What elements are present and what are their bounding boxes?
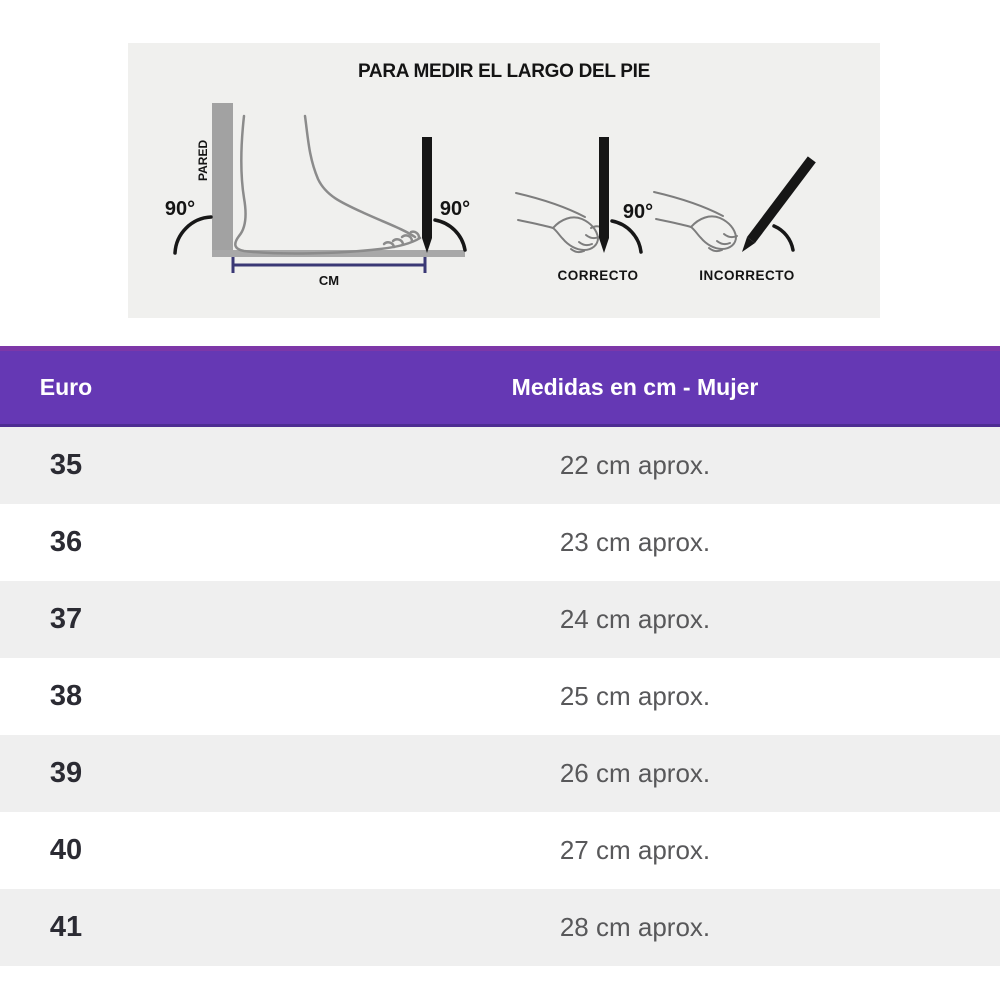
size-cell: 39 xyxy=(49,757,83,789)
size-cell: 41 xyxy=(49,911,83,943)
measure-label: CM xyxy=(318,273,340,288)
angle-arc-incorrect xyxy=(774,226,793,250)
size-table xyxy=(0,346,1000,966)
header-measure-column: Medidas en cm - Mujer xyxy=(511,374,759,400)
foot-measure-diagram-panel xyxy=(128,43,880,318)
table-row xyxy=(0,658,1000,735)
wall-shape xyxy=(212,103,233,250)
angle-label-wall: 90° xyxy=(164,198,196,220)
size-cell: 38 xyxy=(49,680,83,712)
measure-cell: 26 cm aprox. xyxy=(559,758,711,788)
measure-cell: 28 cm aprox. xyxy=(559,912,711,942)
hand-pencil-correct-icon xyxy=(516,137,609,253)
measure-cell: 22 cm aprox. xyxy=(559,450,711,480)
size-cell: 40 xyxy=(49,834,83,866)
measure-cell: 25 cm aprox. xyxy=(559,681,711,711)
wall-label: PARED xyxy=(196,139,210,181)
size-cell: 36 xyxy=(49,526,83,558)
angle-label-correct: 90° xyxy=(622,201,654,223)
size-cell: 37 xyxy=(49,603,83,635)
correct-label: CORRECTO xyxy=(557,268,639,283)
pencil-icon xyxy=(599,137,609,253)
angle-label-pencil: 90° xyxy=(439,198,471,220)
size-table-header xyxy=(0,346,1000,427)
table-row xyxy=(0,427,1000,504)
table-row xyxy=(0,504,1000,581)
pencil-icon xyxy=(422,137,432,253)
measure-cell: 27 cm aprox. xyxy=(559,835,711,865)
measure-cell: 24 cm aprox. xyxy=(559,604,711,634)
incorrect-label: INCORRECTO xyxy=(699,268,795,283)
table-row xyxy=(0,812,1000,889)
angle-arc-wall xyxy=(175,217,211,253)
angle-arc-correct xyxy=(612,221,641,252)
foot-outline-icon xyxy=(235,116,420,253)
size-cell: 35 xyxy=(49,449,83,481)
header-size-column: Euro xyxy=(39,374,93,400)
measure-cell: 23 cm aprox. xyxy=(559,527,711,557)
table-row xyxy=(0,581,1000,658)
angle-arc-pencil xyxy=(435,220,465,250)
table-row xyxy=(0,735,1000,812)
foot-measure-diagram xyxy=(128,43,880,318)
measure-line xyxy=(233,257,425,273)
pencil-icon xyxy=(738,156,816,255)
table-row xyxy=(0,889,1000,966)
diagram-title: PARA MEDIR EL LARGO DEL PIE xyxy=(357,61,651,82)
